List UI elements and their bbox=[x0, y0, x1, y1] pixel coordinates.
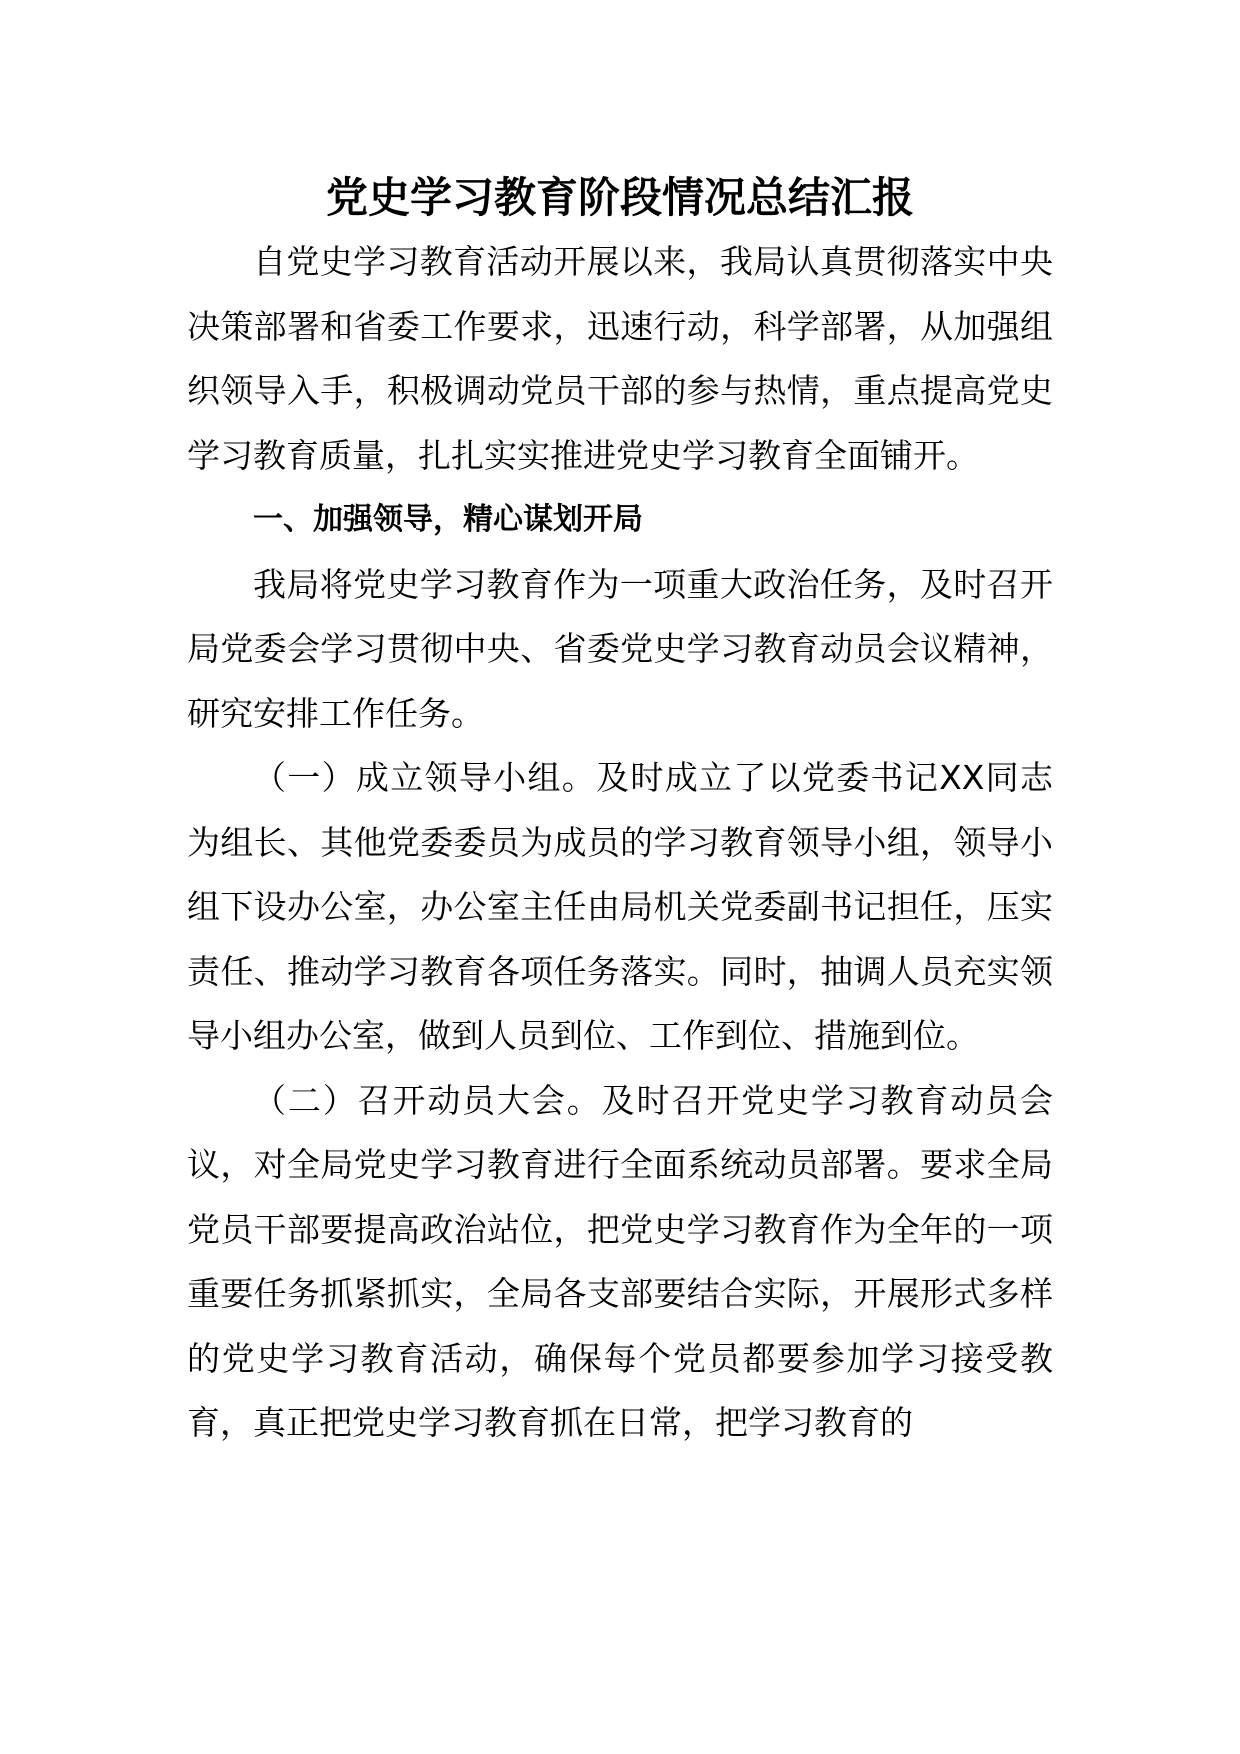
intro-paragraph: 自党史学习教育活动开展以来，我局认真贯彻落实中央决策部署和省委工作要求，迅速行动，科学部署，从加强组织领导入手，积极调动党员干部的参与热情，重点提高党史学习教育质量，扎扎实实推进党史学习教育全面铺开。 bbox=[187, 242, 1053, 475]
document-title: 党史学习教育阶段情况总结汇报 bbox=[325, 173, 914, 222]
section-heading: 一、加强领导，精心谋划开局 bbox=[253, 502, 643, 537]
item-one-paragraph: （一）成立领导小组。及时成立了以党委书记XX同志为组长、其他党委委员为成员的学习教育领导小组，领导小组下设办公室，办公室主任由局机关党委副书记担任，压实责任、推动学习教育各项任务落实。同时，抽调人员充实领导小组办公室，做到人员到位、工作到位、措施到位。 bbox=[187, 758, 1053, 1055]
section-lead-paragraph: 我局将党史学习教育作为一项重大政治任务，及时召开局党委会学习贯彻中央、省委党史学习教育动员会议精神，研究安排工作任务。 bbox=[187, 564, 1053, 733]
item-two-paragraph: （二）召开动员大会。及时召开党史学习教育动员会议，对全局党史学习教育进行全面系统动员部署。要求全局党员干部要提高政治站位，把党史学习教育作为全年的一项重要任务抓紧抓实，全局各支部要结合实际，开展形式多样的党史学习教育活动，确保每个党员都要参加学习接受教育，真正把党史学习教育抓在日常，把学习教育的 bbox=[187, 1080, 1053, 1442]
document-body bbox=[187, 230, 1053, 1456]
